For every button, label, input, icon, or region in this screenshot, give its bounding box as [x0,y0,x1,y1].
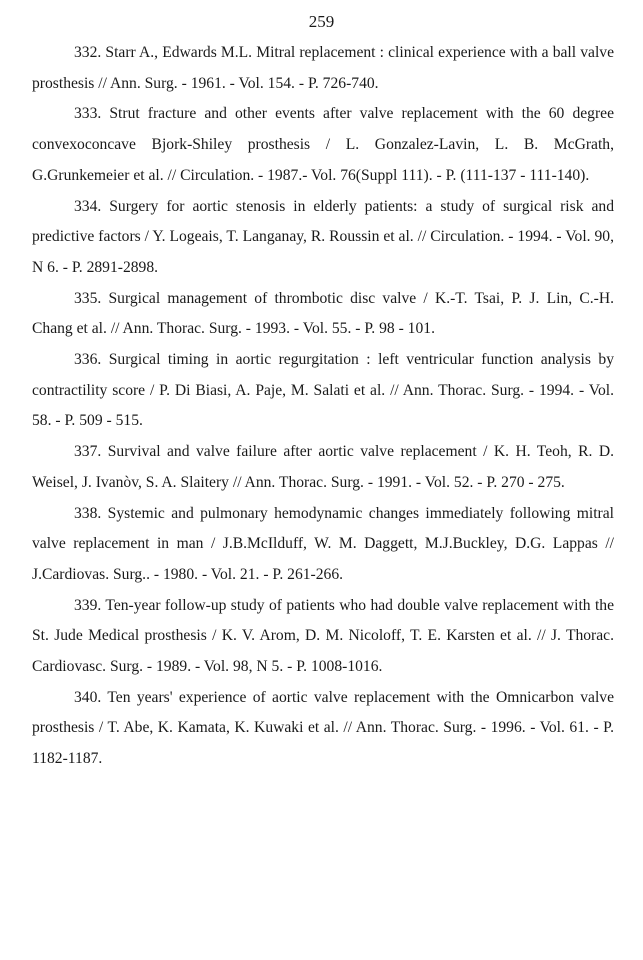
reference-item-340: 340. Ten years' experience of aortic valve replacement with the Omnicarbon valve prosthesis / T. Abe, K. Kamata, K. Kuwaki et al. // Ann. Thorac. Surg. - 1996. - Vol. 61. - P. 1182-1187. [32,688,614,768]
reference-item-336: 336. Surgical timing in aortic regurgitation : left ventricular function analysis by contractility score / P. Di Biasi, A. Paje, M. Salati et al. // Ann. Thorac. Surg. - 1994. - Vol. 58. - P. 509 - 515. [32,351,614,430]
reference-item-333: 333. Strut fracture and other events after valve replacement with the 60 degree convexoconcave Bjork-Shiley prosthesis / L. Gonzalez-Lavin, L. B. McGrath, G.Grunkemeier et al. // Circulation. - 1987.- Vol. 76(Suppl 111). - P. (111-137 - 111-140). [32,105,614,184]
reference-list [32,38,614,775]
reference-item-338: 338. Systemic and pulmonary hemodynamic changes immediately following mitral valve replacement in man / J.B.McIlduff, W. M. Daggett, M.J.Buckley, D.G. Lappas // J.Cardiovas. Surg.. - 1980. - Vol. 21. - P. 261-266. [32,504,614,583]
reference-item-332: 332. Starr A., Edwards M.L. Mitral replacement : clinical experience with a ball valve prosthesis // Ann. Surg. - 1961. - Vol. 154. - P. 726-740. [32,44,614,92]
reference-item-339: 339. Ten-year follow-up study of patients who had double valve replacement with the St. Jude Medical prosthesis / K. V. Arom, D. M. Nicoloff, T. E. Karsten et al. // J. Thorac. Cardiovasc. Surg. - 1989. - Vol. 98, N 5. - P. 1008-1016. [32,596,614,676]
reference-item-337: 337. Survival and valve failure after aortic valve replacement / K. H. Teoh, R. D. Weisel, J. Ivanòv, S. A. Slaitery // Ann. Thorac. Surg. - 1991. - Vol. 52. - P. 270 - 275. [32,443,614,491]
page-number: 259 [308,12,335,31]
reference-item-334: 334. Surgery for aortic stenosis in elderly patients: a study of surgical risk and predictive factors / Y. Logeais, T. Langanay, R. Roussin et al. // Circulation. - 1994. - Vol. 90, N 6. - P. 2891-2898. [32,197,614,276]
reference-item-335: 335. Surgical management of thrombotic disc valve / K.-T. Tsai, P. J. Lin, C.-H. Chang et al. // Ann. Thorac. Surg. - 1993. - Vol. 55. - P. 98 - 101. [32,289,614,338]
